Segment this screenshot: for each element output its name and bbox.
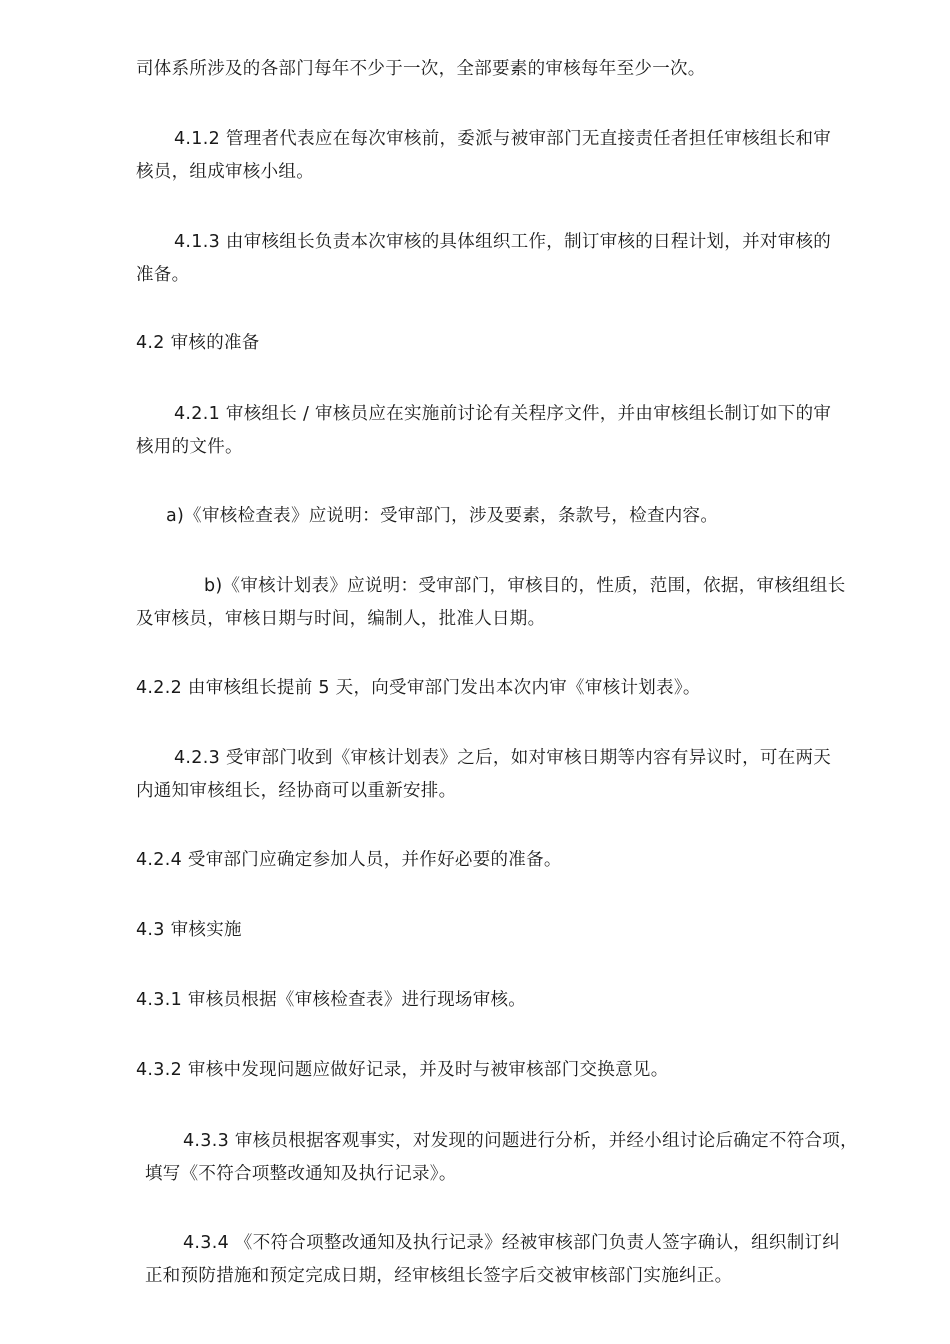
text-line: 及审核员，审核日期与时间，编制人，批准人日期。	[136, 609, 546, 629]
text-line: 4.3.4 《不符合项整改通知及执行记录》经被审核部门负责人签字确认，组织制订纠	[183, 1233, 841, 1253]
paragraph-scope-continuation	[136, 53, 706, 86]
text-line: 司体系所涉及的各部门每年不少于一次，全部要素的审核每年至少一次。	[136, 59, 706, 79]
paragraph-4-3-4	[145, 1227, 840, 1293]
text-line: b)《审核计划表》应说明：受审部门，审核目的，性质，范围，依据，审核组组长	[204, 576, 846, 596]
text-line: 核用的文件。	[136, 437, 243, 457]
paragraph-4-1-3	[136, 226, 831, 292]
text-line: 4.3.3 审核员根据客观事实，对发现的问题进行分析，并经小组讨论后确定不符合项，	[183, 1131, 858, 1151]
paragraph-4-3-1	[136, 984, 526, 1017]
text-line: 准备。	[136, 265, 190, 285]
text-line: 4.3.2 审核中发现问题应做好记录，并及时与被审核部门交换意见。	[136, 1060, 669, 1080]
paragraph-4-3-2	[136, 1054, 669, 1087]
paragraph-4-1-2	[136, 123, 831, 189]
heading-4-3	[136, 914, 242, 947]
section-heading: 4.3 审核实施	[136, 920, 242, 940]
text-line: 核员，组成审核小组。	[136, 162, 314, 182]
text-line: 4.1.2 管理者代表应在每次审核前，委派与被审部门无直接责任者担任审核组长和审	[174, 129, 832, 149]
text-line: 4.2.1 审核组长 / 审核员应在实施前讨论有关程序文件，并由审核组长制订如下的审	[174, 404, 832, 424]
text-line: 内通知审核组长，经协商可以重新安排。	[136, 781, 457, 801]
paragraph-4-2-3	[136, 742, 831, 808]
text-line: 4.2.3 受审部门收到《审核计划表》之后，如对审核日期等内容有异议时，可在两天	[174, 748, 832, 768]
text-line: 4.3.1 审核员根据《审核检查表》进行现场审核。	[136, 990, 527, 1010]
text-line: 4.2.4 受审部门应确定参加人员，并作好必要的准备。	[136, 850, 562, 870]
paragraph-4-2-4	[136, 844, 562, 877]
text-line: 正和预防措施和预定完成日期，经审核组长签字后交被审核部门实施纠正。	[145, 1266, 733, 1286]
section-heading: 4.2 审核的准备	[136, 333, 260, 353]
paragraph-4-2-2	[136, 672, 701, 705]
list-item-b	[136, 570, 846, 636]
paragraph-4-2-1	[136, 398, 831, 464]
list-item-a	[166, 500, 718, 533]
text-line: 4.1.3 由审核组长负责本次审核的具体组织工作，制订审核的日程计划，并对审核的	[174, 232, 832, 252]
text-line: 4.2.2 由审核组长提前 5 天，向受审部门发出本次内审《审核计划表》。	[136, 678, 701, 698]
heading-4-2	[136, 327, 260, 360]
paragraph-4-3-3	[145, 1125, 858, 1191]
text-line: a)《审核检查表》应说明：受审部门，涉及要素，条款号，检查内容。	[166, 506, 719, 526]
text-line: 填写《不符合项整改通知及执行记录》。	[145, 1164, 457, 1184]
